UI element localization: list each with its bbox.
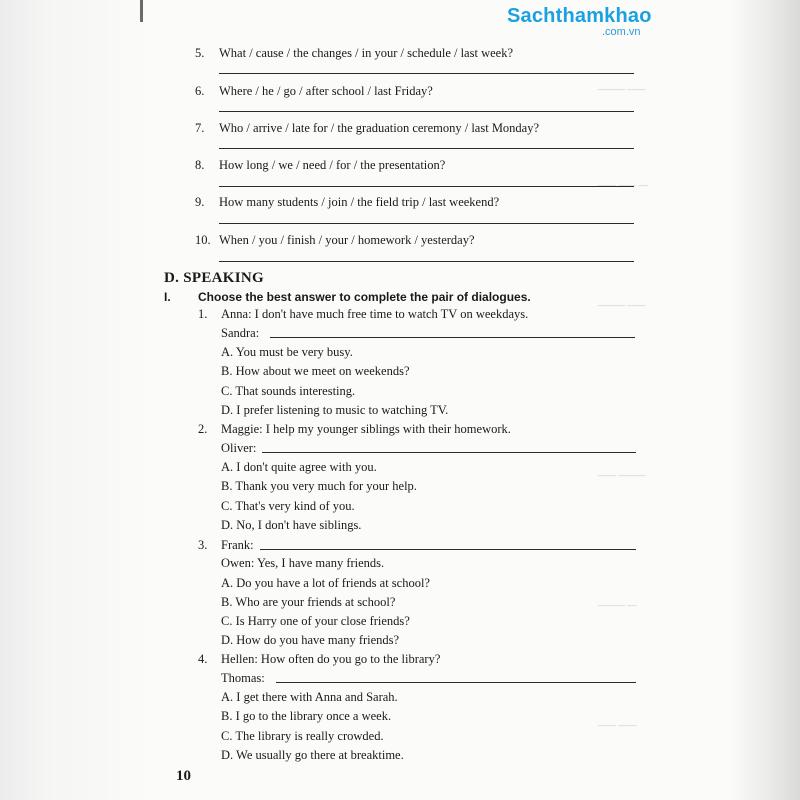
dialogue-line: Owen: Yes, I have many friends. [221,556,385,570]
item-number: 9. [195,195,205,209]
bleed-through-mark: —— —— [598,720,637,730]
dialogue-line: Frank: [221,538,254,552]
answer-line [219,223,634,224]
binding-gutter-shadow [0,0,150,800]
bleed-through-mark: ——— —— [598,300,646,310]
bleed-through-mark: ——— — [598,600,637,610]
answer-line [276,682,636,683]
pen-mark [140,0,143,22]
option-b: B. I go to the library once a week. [221,709,392,723]
option-a: A. You must be very busy. [221,345,353,359]
bleed-through-mark: ——— —— [598,84,646,94]
item-prompt: How long / we / need / for / the presentation? [219,158,446,172]
option-c: C. The library is really crowded. [221,729,384,743]
section-instruction [164,290,531,304]
dialogue-line: Hellen: How often do you go to the library? [221,652,441,666]
bleed-through-mark: —— ——— [598,470,646,480]
item-number: 7. [195,121,205,135]
instruction-number: I. [164,290,171,304]
question-number: 4. [198,652,208,666]
item-prompt: How many students / join / the field trip / last weekend? [219,195,500,209]
item-number: 8. [195,158,205,172]
option-c: C. That's very kind of you. [221,499,355,513]
instruction-text: Choose the best answer to complete the pair of dialogues. [198,290,531,304]
answer-line [219,261,634,262]
item-prompt: Who / arrive / late for / the graduation ceremony / last Monday? [219,121,540,135]
watermark-domain: .com.vn [602,26,641,38]
option-d: D. How do you have many friends? [221,633,400,647]
option-b: B. Who are your friends at school? [221,595,396,609]
option-d: D. We usually go there at breaktime. [221,748,404,762]
question-number: 1. [198,307,208,321]
bleed-through-mark: —— —— — [598,180,649,190]
dialogue-line: Sandra: [221,326,260,340]
item-prompt: When / you / finish / your / homework / yesterday? [219,233,475,247]
option-a: A. I get there with Anna and Sarah. [221,690,398,704]
item-number: 5. [195,46,205,60]
section-heading: D. SPEAKING [164,270,264,286]
question-number: 3. [198,538,208,552]
item-prompt: Where / he / go / after school / last Friday? [219,84,433,98]
answer-line [260,549,636,550]
dialogue-line: Thomas: [221,671,265,685]
answer-line [270,337,635,338]
item-prompt: What / cause / the changes / in your / schedule / last week? [219,46,513,60]
option-a: A. I don't quite agree with you. [221,460,377,474]
item-number: 10. [195,233,211,247]
option-d: D. I prefer listening to music to watching TV. [221,403,449,417]
answer-line [219,73,634,74]
dialogue-line: Maggie: I help my younger siblings with their homework. [221,422,511,436]
option-b: B. How about we meet on weekends? [221,364,410,378]
item-number: 6. [195,84,205,98]
answer-line [219,148,634,149]
option-b: B. Thank you very much for your help. [221,479,417,493]
question-number: 2. [198,422,208,436]
answer-line [219,186,634,187]
answer-line [219,111,634,112]
dialogue-line: Oliver: [221,441,257,455]
option-d: D. No, I don't have siblings. [221,518,362,532]
option-c: C. Is Harry one of your close friends? [221,614,410,628]
watermark-logo: Sachthamkhao [507,5,652,27]
dialogue-line: Anna: I don't have much free time to watch TV on weekdays. [221,307,529,321]
page-number: 10 [176,768,191,784]
page-edge-shadow [730,0,800,800]
option-a: A. Do you have a lot of friends at school? [221,576,430,590]
option-c: C. That sounds interesting. [221,384,356,398]
answer-line [262,452,636,453]
